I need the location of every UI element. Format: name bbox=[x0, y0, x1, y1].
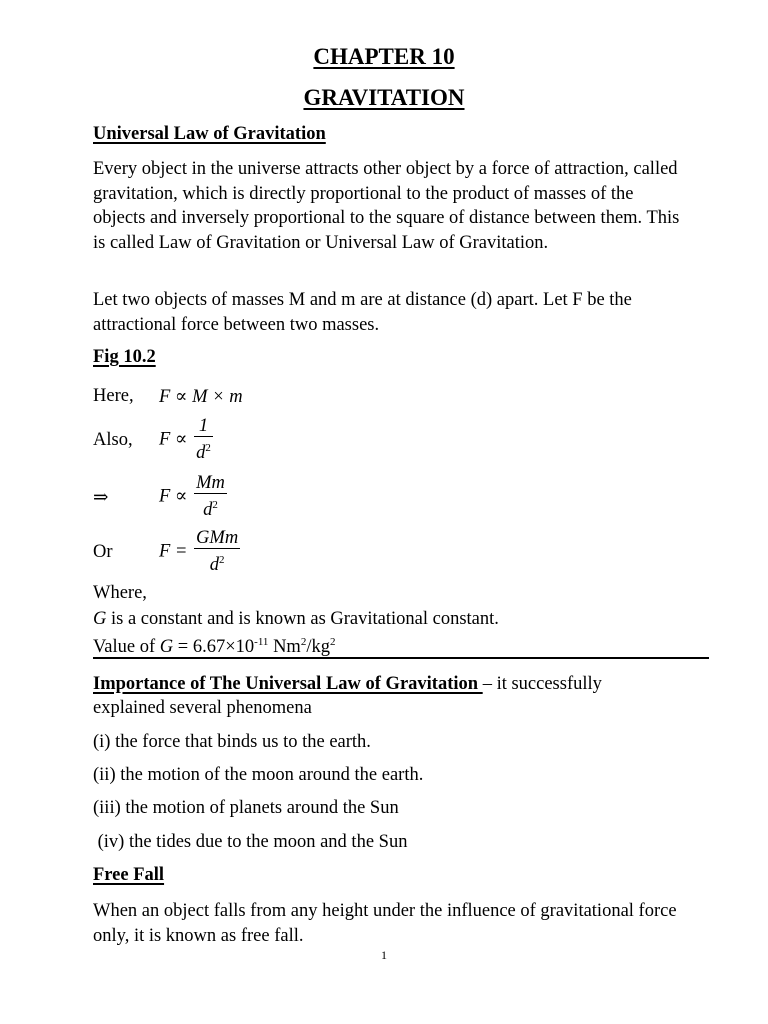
universal-law-heading: Universal Law of Gravitation bbox=[93, 124, 326, 144]
chapter-title: CHAPTER 10 bbox=[313, 44, 455, 69]
g-value: Value of $G = 6.67\times 10^{-11}$ $Nm^2/kg^2$ bbox=[93, 636, 336, 657]
list-item: (iii) the motion of planets around the Sun bbox=[93, 798, 399, 818]
fraction-mm-over-d2: $\frac{Mm}{d^2}$ bbox=[196, 473, 225, 520]
importance-heading: Importance of The Universal Law of Gravitation bbox=[93, 674, 483, 694]
list-item: (i) the force that binds us to the earth. bbox=[93, 732, 371, 752]
implies-arrow: ⇒ bbox=[93, 488, 109, 508]
free-fall-heading: Free Fall bbox=[93, 865, 165, 885]
where-label: Where, bbox=[93, 583, 147, 603]
free-fall-paragraph: When an object falls from any height under the influence of gravitational force only, it is known as free fall. bbox=[93, 901, 677, 946]
importance-heading-line: Importance of The Universal Law of Gravitation – it successfully bbox=[93, 674, 602, 694]
universal-law-paragraph: Every object in the universe attracts other object by a force of attraction, called gravitation, which is directly proportional to the product of masses of the objects and inversely proportional to the square of distance between them. This is called Law of Gravitation or Universal Law of Gravitation. bbox=[93, 159, 680, 253]
fraction-gmm-over-d2: $\frac{\text{GMm}}{d^2}$ bbox=[196, 528, 239, 575]
equation-1: F ∝ M × m bbox=[159, 387, 243, 407]
masses-paragraph: Let two objects of masses M and m are at distance (d) apart. Let F be the attractional force between two masses. bbox=[93, 290, 632, 335]
fraction-1-over-d2: $\frac{1}{d^2}$ bbox=[196, 416, 211, 463]
section-divider bbox=[93, 657, 709, 659]
list-item: (ii) the motion of the moon around the earth. bbox=[93, 765, 424, 785]
page-number: 1 bbox=[381, 948, 387, 962]
figure-label: Fig 10.2 bbox=[93, 347, 156, 367]
g-description: G is a constant and is known as Gravitational constant. bbox=[93, 609, 499, 629]
gravitation-equations-figure: Here, F ∝ M × m Also, F ∝ $\frac{1}{d^2}$ ⇒ F ∝ $\frac{Mm}{d^2}$ Or F = $\frac{\text{GMm}}{d^2}$ Where, G is a constant and is known as Gravitational constant. Value of $G = 6.67\times 10^{-11}$ $Nm^2/kg^2$ bbox=[93, 386, 499, 657]
list-item: (iv) the tides due to the moon and the Sun bbox=[93, 832, 408, 852]
importance-lead: explained several phenomena bbox=[93, 698, 312, 718]
chapter-subject: GRAVITATION bbox=[303, 85, 465, 110]
